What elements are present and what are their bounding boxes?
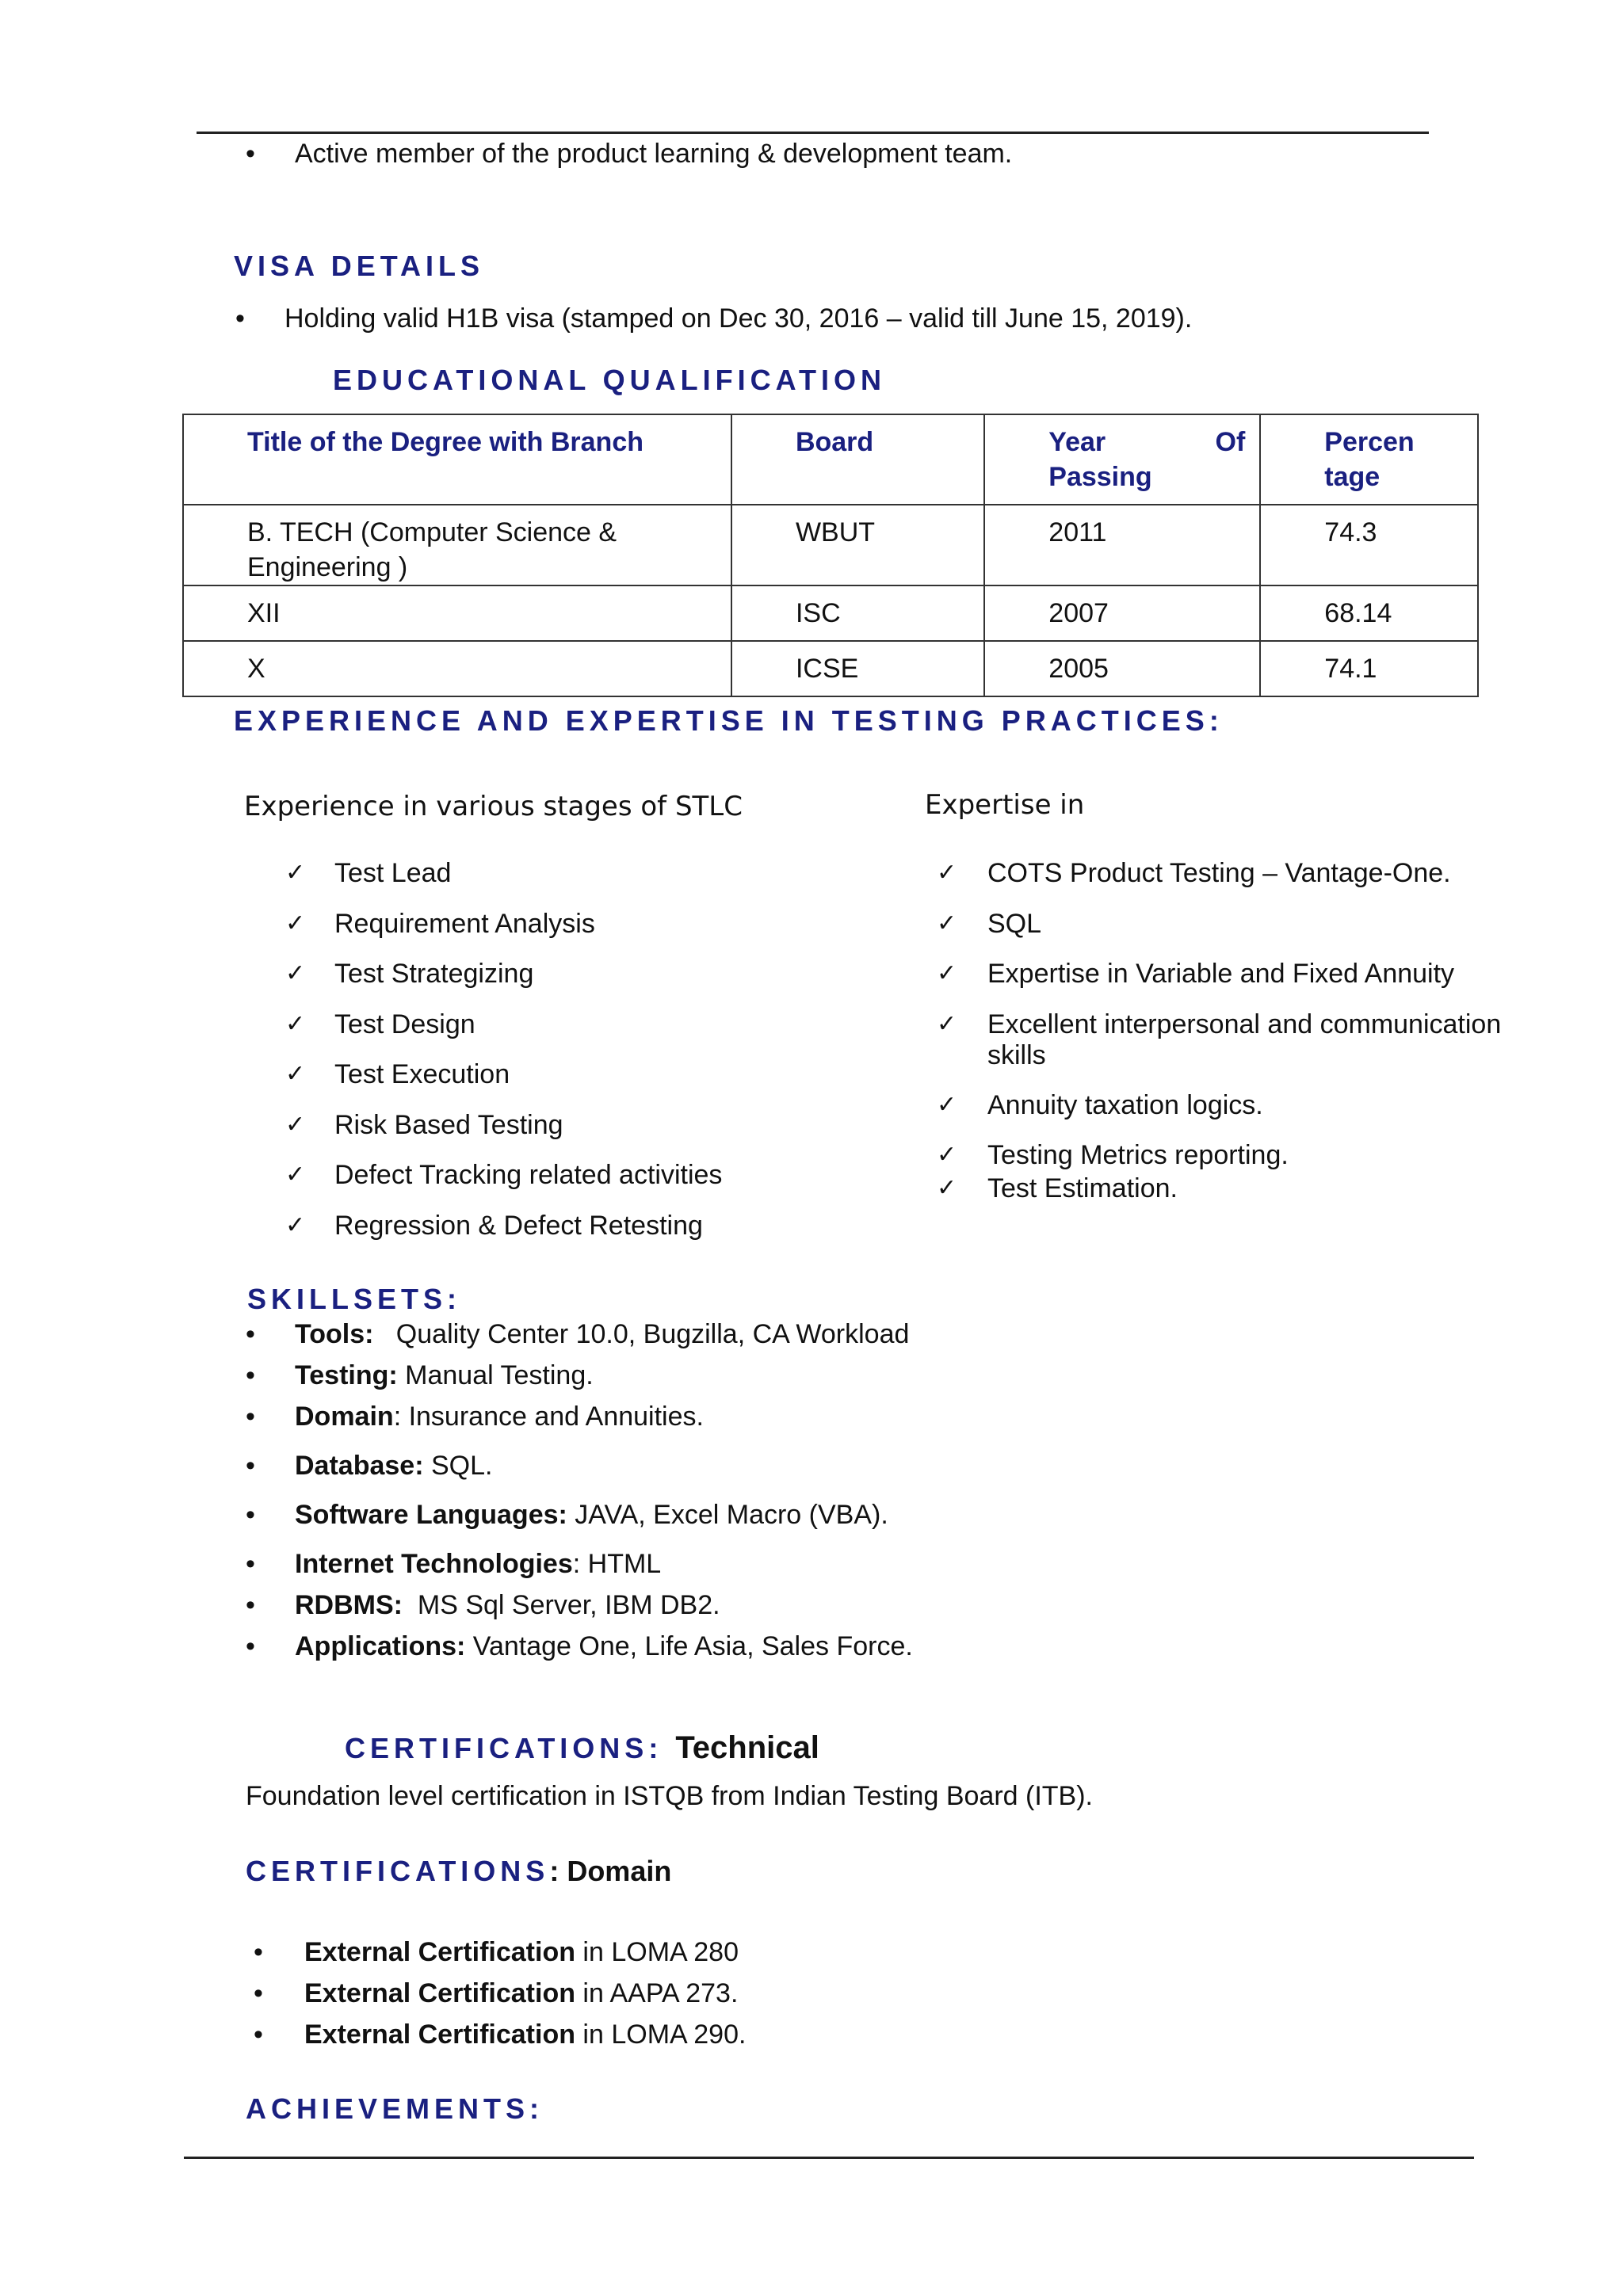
bullet-icon: • — [235, 303, 245, 334]
cell-board: ISC — [731, 585, 984, 641]
header-board: Board — [731, 414, 984, 505]
visa-heading: VISA DETAILS — [234, 250, 485, 282]
bullet-icon: • — [246, 1549, 255, 1579]
visa-text: Holding valid H1B visa (stamped on Dec 30, 2016 – valid till June 15, 2019). — [285, 303, 1193, 334]
header-year-c: Passing — [1048, 462, 1152, 492]
education-table — [182, 414, 1479, 697]
header-percentage — [1260, 414, 1478, 505]
cert-domain-heading: CERTIFICATIONS: Domain — [246, 1855, 672, 1887]
header-year-b: Of — [1215, 427, 1246, 457]
bottom-rule — [184, 2157, 1474, 2159]
cell-board: ICSE — [731, 641, 984, 696]
table-header-row — [183, 414, 1478, 505]
cell-board: WBUT — [731, 505, 984, 585]
bullet-icon: • — [246, 1500, 255, 1530]
cell-degree: X — [183, 641, 731, 696]
check-icon: ✓ — [285, 859, 306, 887]
check-icon: ✓ — [937, 910, 957, 937]
check-icon: ✓ — [285, 1060, 306, 1088]
bullet-icon: • — [246, 1319, 255, 1349]
table-row — [183, 505, 1478, 585]
table-row — [183, 585, 1478, 641]
check-icon: ✓ — [937, 1010, 957, 1038]
check-icon: ✓ — [937, 1091, 957, 1119]
header-degree: Title of the Degree with Branch — [183, 414, 731, 505]
cell-year: 2005 — [984, 641, 1260, 696]
check-icon: ✓ — [285, 1010, 306, 1038]
header-pct-a: Percen — [1324, 427, 1415, 457]
header-year-a: Year — [1048, 427, 1106, 457]
achievements-heading: ACHIEVEMENTS: — [246, 2092, 544, 2125]
cell-degree: B. TECH (Computer Science & Engineering ) — [183, 505, 731, 585]
experience-heading: EXPERIENCE AND EXPERTISE IN TESTING PRACTICES: — [234, 704, 1224, 737]
experience-left-title: Experience in various stages of STLC — [244, 791, 743, 822]
header-pct-b: tage — [1324, 462, 1381, 492]
cert-technical-suffix: Technical — [675, 1730, 819, 1765]
top-rule — [197, 132, 1429, 134]
skills-heading: SKILLSETS: — [247, 1283, 462, 1315]
cell-percentage: 68.14 — [1260, 585, 1478, 641]
cell-percentage: 74.1 — [1260, 641, 1478, 696]
experience-right-title: Expertise in — [925, 789, 1085, 821]
check-icon: ✓ — [285, 1111, 306, 1138]
bullet-icon: • — [254, 2019, 263, 2050]
check-icon: ✓ — [937, 959, 957, 987]
cell-year: 2011 — [984, 505, 1260, 585]
check-icon: ✓ — [937, 859, 957, 887]
check-icon: ✓ — [285, 910, 306, 937]
check-icon: ✓ — [937, 1141, 957, 1169]
bullet-icon: • — [246, 139, 255, 169]
bullet-icon: • — [246, 1631, 255, 1661]
bullet-icon: • — [254, 1978, 263, 2008]
cert-domain-suffix: : Domain — [549, 1855, 672, 1887]
check-icon: ✓ — [937, 1174, 957, 1202]
cell-year: 2007 — [984, 585, 1260, 641]
bullet-icon: • — [254, 1937, 263, 1967]
check-icon: ✓ — [285, 1161, 306, 1188]
cert-technical-heading: CERTIFICATIONS: Technical — [345, 1730, 819, 1765]
table-row — [183, 641, 1478, 696]
check-icon: ✓ — [285, 959, 306, 987]
education-heading: EDUCATIONAL QUALIFICATION — [333, 364, 886, 396]
bullet-icon: • — [246, 1451, 255, 1481]
cert-technical-text: Foundation level certification in ISTQB from Indian Testing Board (ITB). — [246, 1781, 1093, 1811]
cell-degree: XII — [183, 585, 731, 641]
bullet-icon: • — [246, 1590, 255, 1620]
bullet-icon: • — [246, 1402, 255, 1432]
bullet-icon: • — [246, 1360, 255, 1390]
intro-text: Active member of the product learning & development team. — [295, 139, 1013, 169]
cell-percentage: 74.3 — [1260, 505, 1478, 585]
header-year — [984, 414, 1260, 505]
check-icon: ✓ — [285, 1211, 306, 1239]
